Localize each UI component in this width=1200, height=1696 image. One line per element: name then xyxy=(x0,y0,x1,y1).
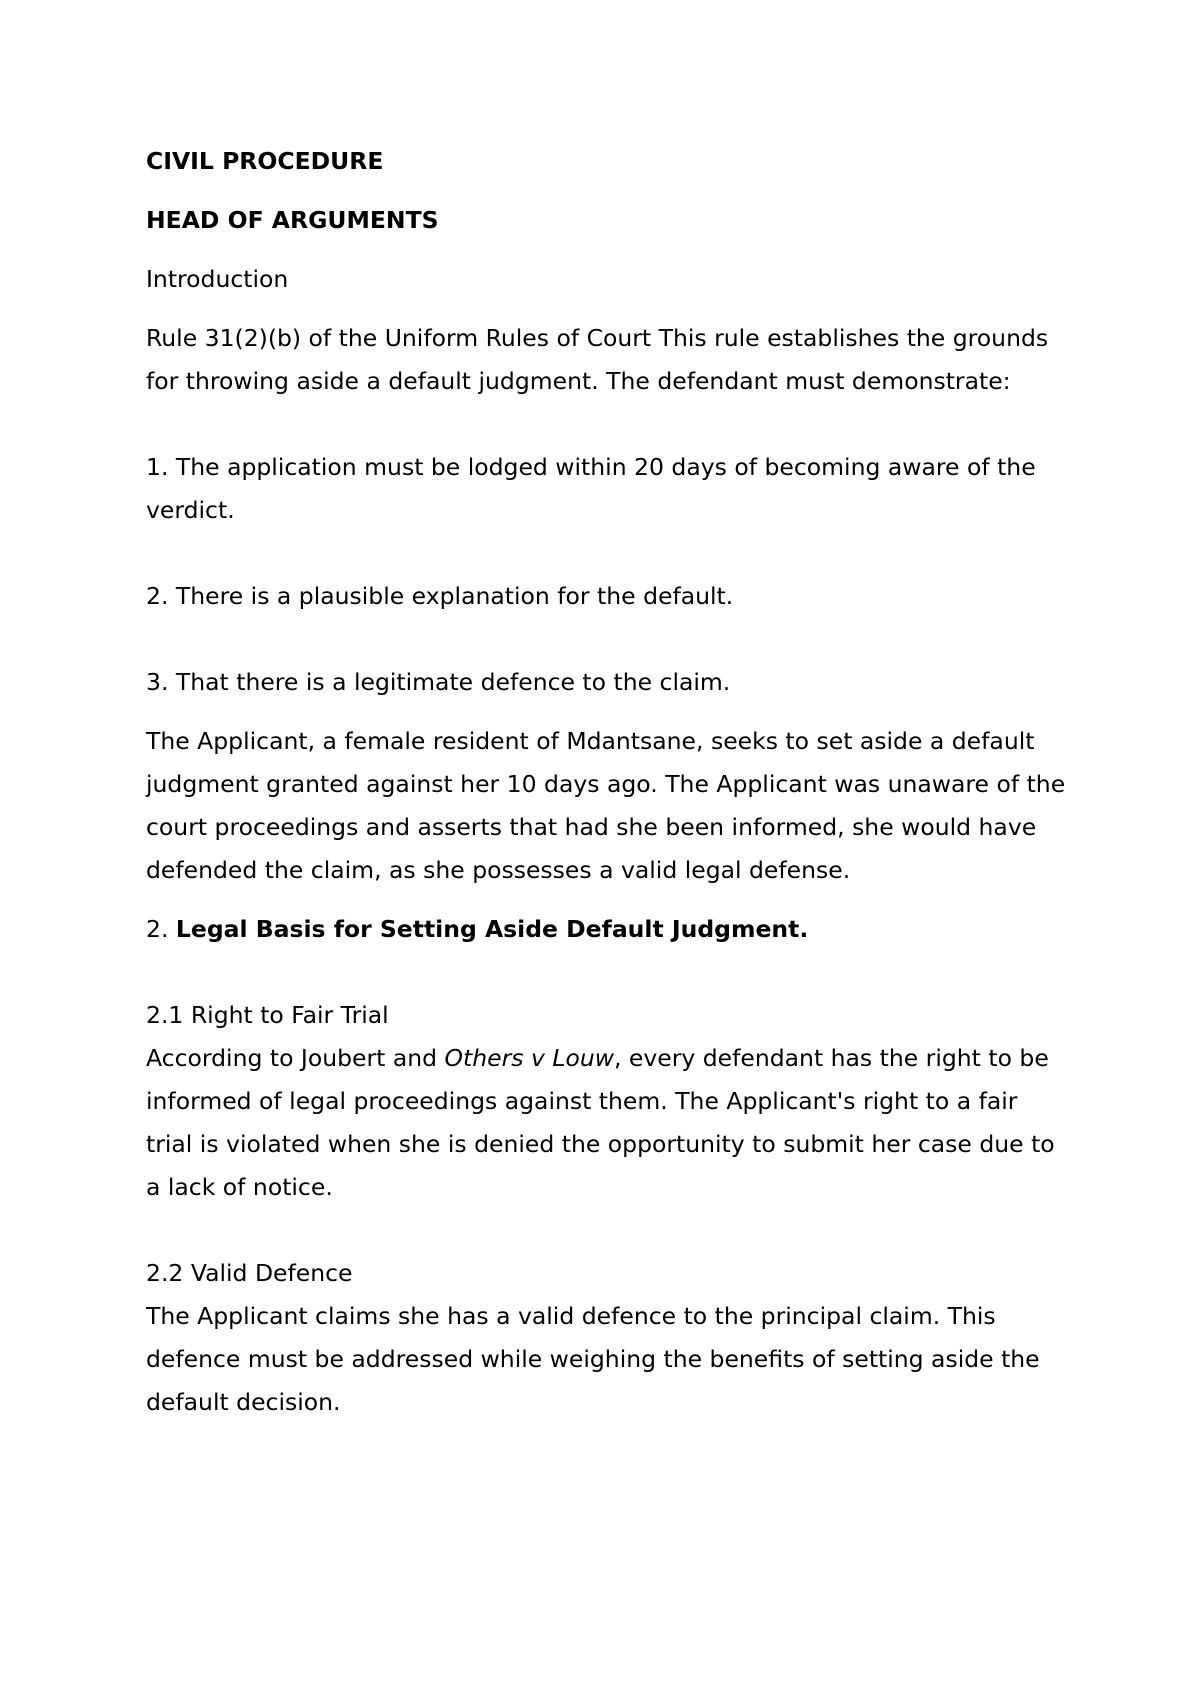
section-2-number: 2. xyxy=(146,915,176,943)
intro-heading: Introduction xyxy=(146,265,289,293)
case-name: Others v Louw xyxy=(444,1044,614,1072)
document-subtitle: HEAD OF ARGUMENTS xyxy=(146,206,439,234)
spacer xyxy=(146,403,1066,446)
spacer xyxy=(146,951,1066,994)
spacer xyxy=(146,1209,1066,1252)
document-page xyxy=(146,140,1066,1424)
facts-paragraph: The Applicant, a female resident of Mdantsane, seeks to set aside a default judgment granted against her 10 days ago. The Applicant was unaware of the court proceedings and asserts that had she been informed, she would have defended the claim, as she possesses a valid legal defense. xyxy=(146,727,1066,884)
section-2-1-text xyxy=(146,1037,1066,1209)
requirement-item-2: 2. There is a plausible explanation for the default. xyxy=(146,582,734,610)
intro-paragraph: Rule 31(2)(b) of the Uniform Rules of Court This rule establishes the grounds for throwing aside a default judgment. The defendant must demonstrate: xyxy=(146,324,1049,395)
spacer xyxy=(146,618,1066,661)
document-title: CIVIL PROCEDURE xyxy=(146,147,384,175)
section-2-2-heading: 2.2 Valid Defence xyxy=(146,1259,353,1287)
section-2-2-text: The Applicant claims she has a valid defence to the principal claim. This defence must be addressed while weighing the benefits of setting aside the default decision. xyxy=(146,1302,1040,1416)
section-2-title: Legal Basis for Setting Aside Default Judgment. xyxy=(175,915,809,943)
section-2-1-text-after: , every defendant has the right to be informed of legal proceedings against them. The Applicant's right to a fair trial is violated when she is denied the opportunity to submit her case due to a lack of notice. xyxy=(146,1044,1055,1201)
section-2-1-text-before: According to Joubert and xyxy=(146,1044,445,1072)
section-2-1-heading: 2.1 Right to Fair Trial xyxy=(146,1001,389,1029)
requirement-item-1: 1. The application must be lodged within 20 days of becoming aware of the verdict. xyxy=(146,453,1036,524)
requirement-item-3: 3. That there is a legitimate defence to the claim. xyxy=(146,668,731,696)
section-2-heading xyxy=(146,908,1066,951)
spacer xyxy=(146,532,1066,575)
